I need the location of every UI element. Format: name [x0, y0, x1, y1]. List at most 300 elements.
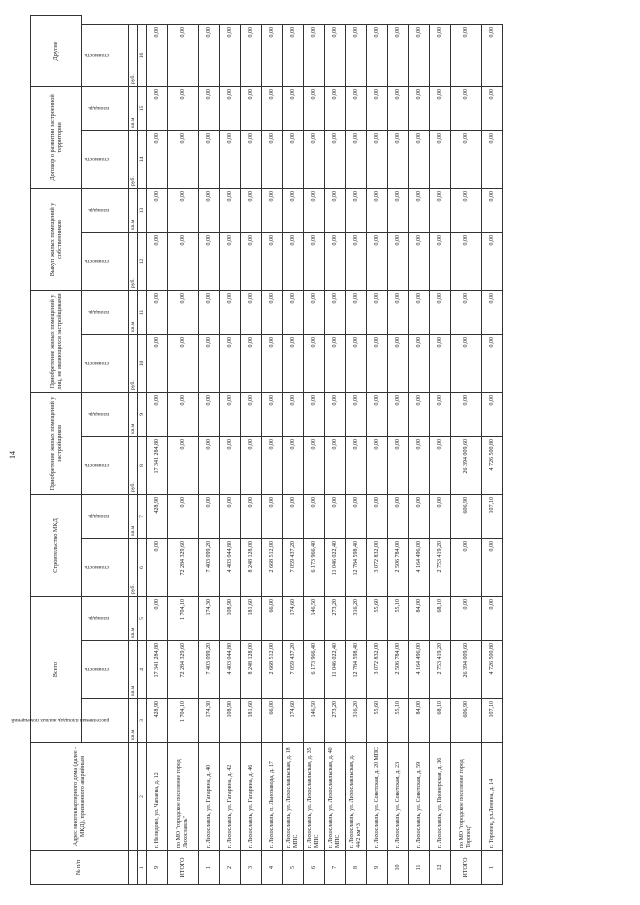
value-cell: 316,20: [346, 699, 367, 743]
value-cell: 0,00: [168, 232, 199, 290]
value-cell: 0,00: [147, 290, 168, 334]
value-cell: 0,00: [304, 334, 325, 392]
column-number: 6: [138, 538, 147, 596]
value-cell: 0,00: [262, 232, 283, 290]
value-cell: 12 784 598,40: [346, 538, 367, 596]
value-cell: 2 668 512,00: [262, 538, 283, 596]
header-address: Адрес многоквартирного дома (далее - МКД), признанного аварийным: [31, 743, 129, 851]
value-cell: 0,00: [346, 436, 367, 494]
value-cell: 6 173 966,40: [304, 538, 325, 596]
value-cell: 0,00: [147, 232, 168, 290]
value-cell: 4 164 496,00: [409, 538, 430, 596]
value-cell: 0,00: [220, 436, 241, 494]
value-cell: 0,00: [451, 24, 482, 86]
row-number: 8: [346, 851, 367, 885]
value-cell: 0,00: [451, 538, 482, 596]
address-cell: по МО "городское поселение город Торопец": [451, 743, 482, 851]
value-cell: 0,00: [220, 232, 241, 290]
value-cell: 0,00: [220, 130, 241, 188]
value-cell: 0,00: [367, 24, 388, 86]
address-cell: г. Лихославль, ул. Советская, д. 59: [409, 743, 430, 851]
value-cell: 0,00: [482, 188, 503, 232]
row-number: 7: [325, 851, 346, 885]
value-cell: 2 753 419,20: [430, 538, 451, 596]
value-cell: 0,00: [482, 334, 503, 392]
address-cell: г. Лихославль, ул. Советская, д. 23: [388, 743, 409, 851]
value-cell: 0,00: [241, 188, 262, 232]
value-cell: 0,00: [262, 494, 283, 538]
address-cell: г. Лихославль, ул. Пионерская, д. 36: [430, 743, 451, 851]
row-number: ИТОГО: [168, 851, 199, 885]
unit-cell: руб.: [129, 130, 138, 188]
table-row: [262, 16, 283, 885]
value-cell: 0,00: [283, 436, 304, 494]
unit-cell: [129, 851, 138, 885]
column-number: 2: [138, 743, 147, 851]
value-cell: 0,00: [241, 24, 262, 86]
unit-cell: руб.: [129, 334, 138, 392]
address-cell: г. Лихославль, ул. Лихославльская, д. 44/2 км+3: [346, 743, 367, 851]
row-number: 4: [262, 851, 283, 885]
value-cell: 0,00: [388, 188, 409, 232]
value-cell: 0,00: [325, 392, 346, 436]
value-cell: 0,00: [482, 392, 503, 436]
value-cell: 0,00: [325, 130, 346, 188]
value-cell: 0,00: [262, 392, 283, 436]
value-cell: 0,00: [304, 392, 325, 436]
value-cell: 0,00: [451, 130, 482, 188]
total-row: [451, 16, 482, 885]
value-cell: 0,00: [147, 392, 168, 436]
value-cell: 0,00: [430, 436, 451, 494]
value-cell: 0,00: [147, 86, 168, 130]
value-cell: 17 341 284,80: [147, 641, 168, 699]
table-row: [147, 16, 168, 885]
subheader-area: площадь: [82, 290, 129, 334]
value-cell: 0,00: [304, 86, 325, 130]
subheader-resettled-area: расселяемая площадь жилых помещений: [82, 699, 129, 743]
column-number: 16: [138, 24, 147, 86]
value-cell: 0,00: [346, 494, 367, 538]
value-cell: 0,00: [367, 494, 388, 538]
resettlement-table: [11, 15, 503, 885]
value-cell: 0,00: [241, 392, 262, 436]
table-body: [147, 16, 503, 885]
address-cell: г. Лихославль, ул. Лихославльская, д. 18 МПС: [283, 743, 304, 851]
value-cell: 0,00: [451, 188, 482, 232]
value-cell: 0,00: [262, 334, 283, 392]
unit-cell: кв.м: [129, 188, 138, 232]
value-cell: 0,00: [199, 86, 220, 130]
value-cell: 0,00: [147, 24, 168, 86]
value-cell: 0,00: [430, 130, 451, 188]
table-row: [482, 16, 503, 885]
value-cell: 6 173 966,40: [304, 641, 325, 699]
value-cell: 0,00: [283, 86, 304, 130]
column-number: 4: [138, 641, 147, 699]
value-cell: 273,20: [325, 699, 346, 743]
value-cell: 0,00: [168, 130, 199, 188]
value-cell: 0,00: [283, 290, 304, 334]
value-cell: 0,00: [409, 232, 430, 290]
value-cell: 0,00: [325, 86, 346, 130]
value-cell: 108,90: [220, 596, 241, 640]
value-cell: 0,00: [262, 86, 283, 130]
value-cell: 0,00: [367, 436, 388, 494]
value-cell: 4 164 496,00: [409, 641, 430, 699]
value-cell: 0,00: [262, 24, 283, 86]
value-cell: 0,00: [482, 24, 503, 86]
value-cell: 4 726 500,80: [482, 436, 503, 494]
value-cell: 0,00: [199, 290, 220, 334]
value-cell: 0,00: [409, 436, 430, 494]
value-cell: 55,60: [367, 596, 388, 640]
value-cell: 0,00: [262, 130, 283, 188]
value-cell: 0,00: [304, 188, 325, 232]
table-row: [220, 16, 241, 885]
value-cell: 0,00: [388, 232, 409, 290]
value-cell: 273,20: [325, 596, 346, 640]
value-cell: 0,00: [304, 130, 325, 188]
subheader-area: площадь: [82, 86, 129, 130]
subheader-cost: стоимость: [82, 436, 129, 494]
value-cell: 0,00: [388, 436, 409, 494]
value-cell: 0,00: [283, 188, 304, 232]
value-cell: 0,00: [199, 494, 220, 538]
value-cell: 0,00: [168, 24, 199, 86]
value-cell: 0,00: [241, 290, 262, 334]
value-cell: 0,00: [283, 334, 304, 392]
unit-cell: руб.: [129, 538, 138, 596]
value-cell: 0,00: [168, 188, 199, 232]
value-cell: 0,00: [220, 494, 241, 538]
value-cell: 0,00: [241, 334, 262, 392]
value-cell: 0,00: [262, 188, 283, 232]
value-cell: 0,00: [241, 494, 262, 538]
value-cell: 428,90: [147, 494, 168, 538]
subheader-area: площадь: [82, 596, 129, 640]
value-cell: 428,90: [147, 699, 168, 743]
address-cell: по МО "городское поселение город Лихославль": [168, 743, 199, 851]
value-cell: 0,00: [409, 24, 430, 86]
table-row: [430, 16, 451, 885]
value-cell: 0,00: [304, 436, 325, 494]
column-number: 1: [138, 851, 147, 885]
value-cell: 0,00: [220, 188, 241, 232]
unit-cell: руб.: [129, 232, 138, 290]
value-cell: 0,00: [430, 232, 451, 290]
unit-cell: кв.м: [129, 86, 138, 130]
value-cell: 0,00: [388, 24, 409, 86]
table-row: [409, 16, 430, 885]
header-construction: Строительство МКД: [31, 494, 82, 596]
value-cell: 0,00: [241, 130, 262, 188]
value-cell: 0,00: [346, 334, 367, 392]
value-cell: 72 284 329,60: [168, 538, 199, 596]
value-cell: 0,00: [199, 436, 220, 494]
value-cell: 0,00: [220, 392, 241, 436]
value-cell: 0,00: [346, 188, 367, 232]
subheader-cost: стоимость: [82, 538, 129, 596]
column-number: 7: [138, 494, 147, 538]
value-cell: 0,00: [168, 86, 199, 130]
value-cell: 0,00: [168, 392, 199, 436]
value-cell: 11 046 022,40: [325, 538, 346, 596]
table-row: [241, 16, 262, 885]
value-cell: 0,00: [367, 334, 388, 392]
value-cell: 0,00: [430, 188, 451, 232]
value-cell: 0,00: [430, 24, 451, 86]
value-cell: 8 248 128,00: [241, 538, 262, 596]
value-cell: 0,00: [409, 494, 430, 538]
value-cell: 606,90: [451, 699, 482, 743]
value-cell: 0,00: [346, 86, 367, 130]
row-number: 12: [430, 851, 451, 885]
value-cell: 0,00: [346, 232, 367, 290]
value-cell: 0,00: [199, 188, 220, 232]
value-cell: 0,00: [346, 290, 367, 334]
value-cell: 316,20: [346, 596, 367, 640]
column-number: 8: [138, 436, 147, 494]
address-cell: г. Лихославль, ул. Гагарина, д. 40: [199, 743, 220, 851]
value-cell: 55,60: [367, 699, 388, 743]
value-cell: 0,00: [409, 334, 430, 392]
column-number: 14: [138, 130, 147, 188]
value-cell: 0,00: [430, 392, 451, 436]
column-number: 5: [138, 596, 147, 640]
value-cell: 0,00: [304, 24, 325, 86]
row-number: 1: [199, 851, 220, 885]
value-cell: 146,50: [304, 699, 325, 743]
value-cell: 107,10: [482, 494, 503, 538]
value-cell: 0,00: [451, 334, 482, 392]
value-cell: 0,00: [451, 392, 482, 436]
value-cell: 108,90: [220, 699, 241, 743]
value-cell: 4 403 044,80: [220, 641, 241, 699]
value-cell: 66,00: [262, 596, 283, 640]
address-cell: г. Лихославль, ул. Советская, д. 20 МПС: [367, 743, 388, 851]
value-cell: 12 784 598,40: [346, 641, 367, 699]
value-cell: 55,10: [388, 596, 409, 640]
value-cell: 3 072 832,00: [367, 641, 388, 699]
value-cell: 11 046 022,40: [325, 641, 346, 699]
value-cell: 606,90: [451, 494, 482, 538]
column-number: 12: [138, 232, 147, 290]
header-purchase-others: Приобретение жилых помещений у лиц, не являющихся застройщиками: [31, 290, 82, 392]
unit-cell: кв.м: [129, 290, 138, 334]
value-cell: 0,00: [346, 130, 367, 188]
value-cell: 0,00: [367, 392, 388, 436]
address-cell: г. Торопец, ул.Ленина, д. 14: [482, 743, 503, 851]
value-cell: 0,00: [430, 334, 451, 392]
unit-cell: руб.: [129, 24, 138, 86]
value-cell: 181,60: [241, 699, 262, 743]
address-cell: г. Нелидово, ул. Чапаева, д. 12: [147, 743, 168, 851]
value-cell: 0,00: [430, 290, 451, 334]
value-cell: 0,00: [325, 232, 346, 290]
value-cell: 0,00: [325, 188, 346, 232]
value-cell: 0,00: [451, 86, 482, 130]
column-number-row: [138, 16, 147, 885]
value-cell: 0,00: [325, 24, 346, 86]
value-cell: 0,00: [325, 290, 346, 334]
value-cell: 0,00: [262, 436, 283, 494]
value-cell: 0,00: [220, 86, 241, 130]
unit-cell: руб.: [129, 436, 138, 494]
page-number: 14: [8, 451, 17, 459]
value-cell: 0,00: [482, 290, 503, 334]
value-cell: 84,00: [409, 596, 430, 640]
value-cell: 174,60: [283, 596, 304, 640]
value-cell: 0,00: [388, 130, 409, 188]
value-cell: 0,00: [482, 130, 503, 188]
column-number: 3: [138, 699, 147, 743]
value-cell: 0,00: [147, 130, 168, 188]
value-cell: 0,00: [388, 334, 409, 392]
value-cell: 1 704,10: [168, 596, 199, 640]
value-cell: 0,00: [283, 130, 304, 188]
value-cell: 0,00: [220, 334, 241, 392]
value-cell: 0,00: [325, 334, 346, 392]
value-cell: 0,00: [482, 596, 503, 640]
row-number: 9: [367, 851, 388, 885]
value-cell: 8 248 128,00: [241, 641, 262, 699]
value-cell: 0,00: [367, 188, 388, 232]
address-cell: г. Лихославль, п. Льнозавода, д. 17: [262, 743, 283, 851]
table-row: [283, 16, 304, 885]
table-row: [199, 16, 220, 885]
subheader-area: площадь: [82, 188, 129, 232]
value-cell: 0,00: [367, 86, 388, 130]
unit-cell: кв.м: [129, 392, 138, 436]
value-cell: 0,00: [304, 232, 325, 290]
value-cell: 7 059 437,20: [283, 641, 304, 699]
value-cell: 0,00: [283, 24, 304, 86]
value-cell: 0,00: [409, 130, 430, 188]
subheader-cost: стоимость: [82, 334, 129, 392]
value-cell: 1 704,10: [168, 699, 199, 743]
value-cell: 7 403 099,20: [199, 538, 220, 596]
table-row: [304, 16, 325, 885]
value-cell: 0,00: [168, 334, 199, 392]
value-cell: 0,00: [168, 436, 199, 494]
value-cell: 3 072 832,00: [367, 538, 388, 596]
value-cell: 84,00: [409, 699, 430, 743]
value-cell: 26 394 009,60: [451, 641, 482, 699]
table-row: [346, 16, 367, 885]
value-cell: 0,00: [388, 86, 409, 130]
column-number: 13: [138, 188, 147, 232]
value-cell: 0,00: [482, 538, 503, 596]
row-number: ИТОГО: [451, 851, 482, 885]
column-number: 10: [138, 334, 147, 392]
value-cell: 0,00: [168, 494, 199, 538]
value-cell: 0,00: [430, 86, 451, 130]
value-cell: 0,00: [367, 130, 388, 188]
address-cell: г. Лихославль, ул. Гагарина, д. 46: [241, 743, 262, 851]
value-cell: 0,00: [220, 290, 241, 334]
unit-cell: кв.м: [129, 699, 138, 743]
value-cell: 0,00: [482, 232, 503, 290]
value-cell: 0,00: [482, 86, 503, 130]
value-cell: 0,00: [168, 290, 199, 334]
value-cell: 0,00: [388, 494, 409, 538]
value-cell: 0,00: [199, 334, 220, 392]
value-cell: 0,00: [451, 290, 482, 334]
value-cell: 68,10: [430, 699, 451, 743]
row-number: 9: [147, 851, 168, 885]
value-cell: 7 059 437,20: [283, 538, 304, 596]
subheader-cost: стоимость: [82, 24, 129, 86]
value-cell: 0,00: [346, 392, 367, 436]
value-cell: 55,10: [388, 699, 409, 743]
value-cell: 4 726 500,80: [482, 641, 503, 699]
table-row: [325, 16, 346, 885]
value-cell: 0,00: [346, 24, 367, 86]
column-number: 11: [138, 290, 147, 334]
address-cell: г. Лихославль, ул. Гагарина, д. 42: [220, 743, 241, 851]
row-number: 11: [409, 851, 430, 885]
table-row: [367, 16, 388, 885]
value-cell: 0,00: [304, 290, 325, 334]
value-cell: 0,00: [199, 24, 220, 86]
value-cell: 26 394 009,60: [451, 436, 482, 494]
row-number: 1: [482, 851, 503, 885]
value-cell: 0,00: [367, 290, 388, 334]
value-cell: 7 403 099,20: [199, 641, 220, 699]
value-cell: 174,30: [199, 596, 220, 640]
value-cell: 0,00: [199, 130, 220, 188]
total-row: [168, 16, 199, 885]
value-cell: 17 341 284,80: [147, 436, 168, 494]
value-cell: 4 403 044,80: [220, 538, 241, 596]
value-cell: 0,00: [451, 596, 482, 640]
address-cell: г. Лихославль, ул. Лихославльская, д. 35 МПС: [304, 743, 325, 851]
subheader-cost: стоимость: [82, 641, 129, 699]
value-cell: 0,00: [147, 538, 168, 596]
value-cell: 0,00: [409, 290, 430, 334]
value-cell: 0,00: [409, 86, 430, 130]
subheader-area: площадь: [82, 494, 129, 538]
header-other: Другие: [31, 16, 82, 87]
value-cell: 0,00: [199, 392, 220, 436]
value-cell: 2 668 512,00: [262, 641, 283, 699]
value-cell: 0,00: [325, 494, 346, 538]
subheader-cost: стоимость: [82, 130, 129, 188]
value-cell: 2 506 784,00: [388, 641, 409, 699]
value-cell: 72 284 329,60: [168, 641, 199, 699]
header-total: Всего: [31, 596, 82, 742]
value-cell: 0,00: [147, 334, 168, 392]
subheader-area: площадь: [82, 392, 129, 436]
address-cell: г. Лихославль, ул. Лихославльская, д. 40 МПС: [325, 743, 346, 851]
value-cell: 2 753 419,20: [430, 641, 451, 699]
unit-cell: кв.м: [129, 641, 138, 699]
value-cell: 2 506 784,00: [388, 538, 409, 596]
value-cell: 0,00: [199, 232, 220, 290]
value-cell: 0,00: [147, 596, 168, 640]
value-cell: 0,00: [283, 232, 304, 290]
value-cell: 174,30: [199, 699, 220, 743]
value-cell: 68,10: [430, 596, 451, 640]
row-number: 10: [388, 851, 409, 885]
value-cell: 0,00: [388, 290, 409, 334]
header-development-contract: Договор о развитии застроенной территории: [31, 86, 82, 188]
value-cell: 0,00: [409, 392, 430, 436]
value-cell: 0,00: [451, 232, 482, 290]
value-cell: 181,60: [241, 596, 262, 640]
value-cell: 66,00: [262, 699, 283, 743]
